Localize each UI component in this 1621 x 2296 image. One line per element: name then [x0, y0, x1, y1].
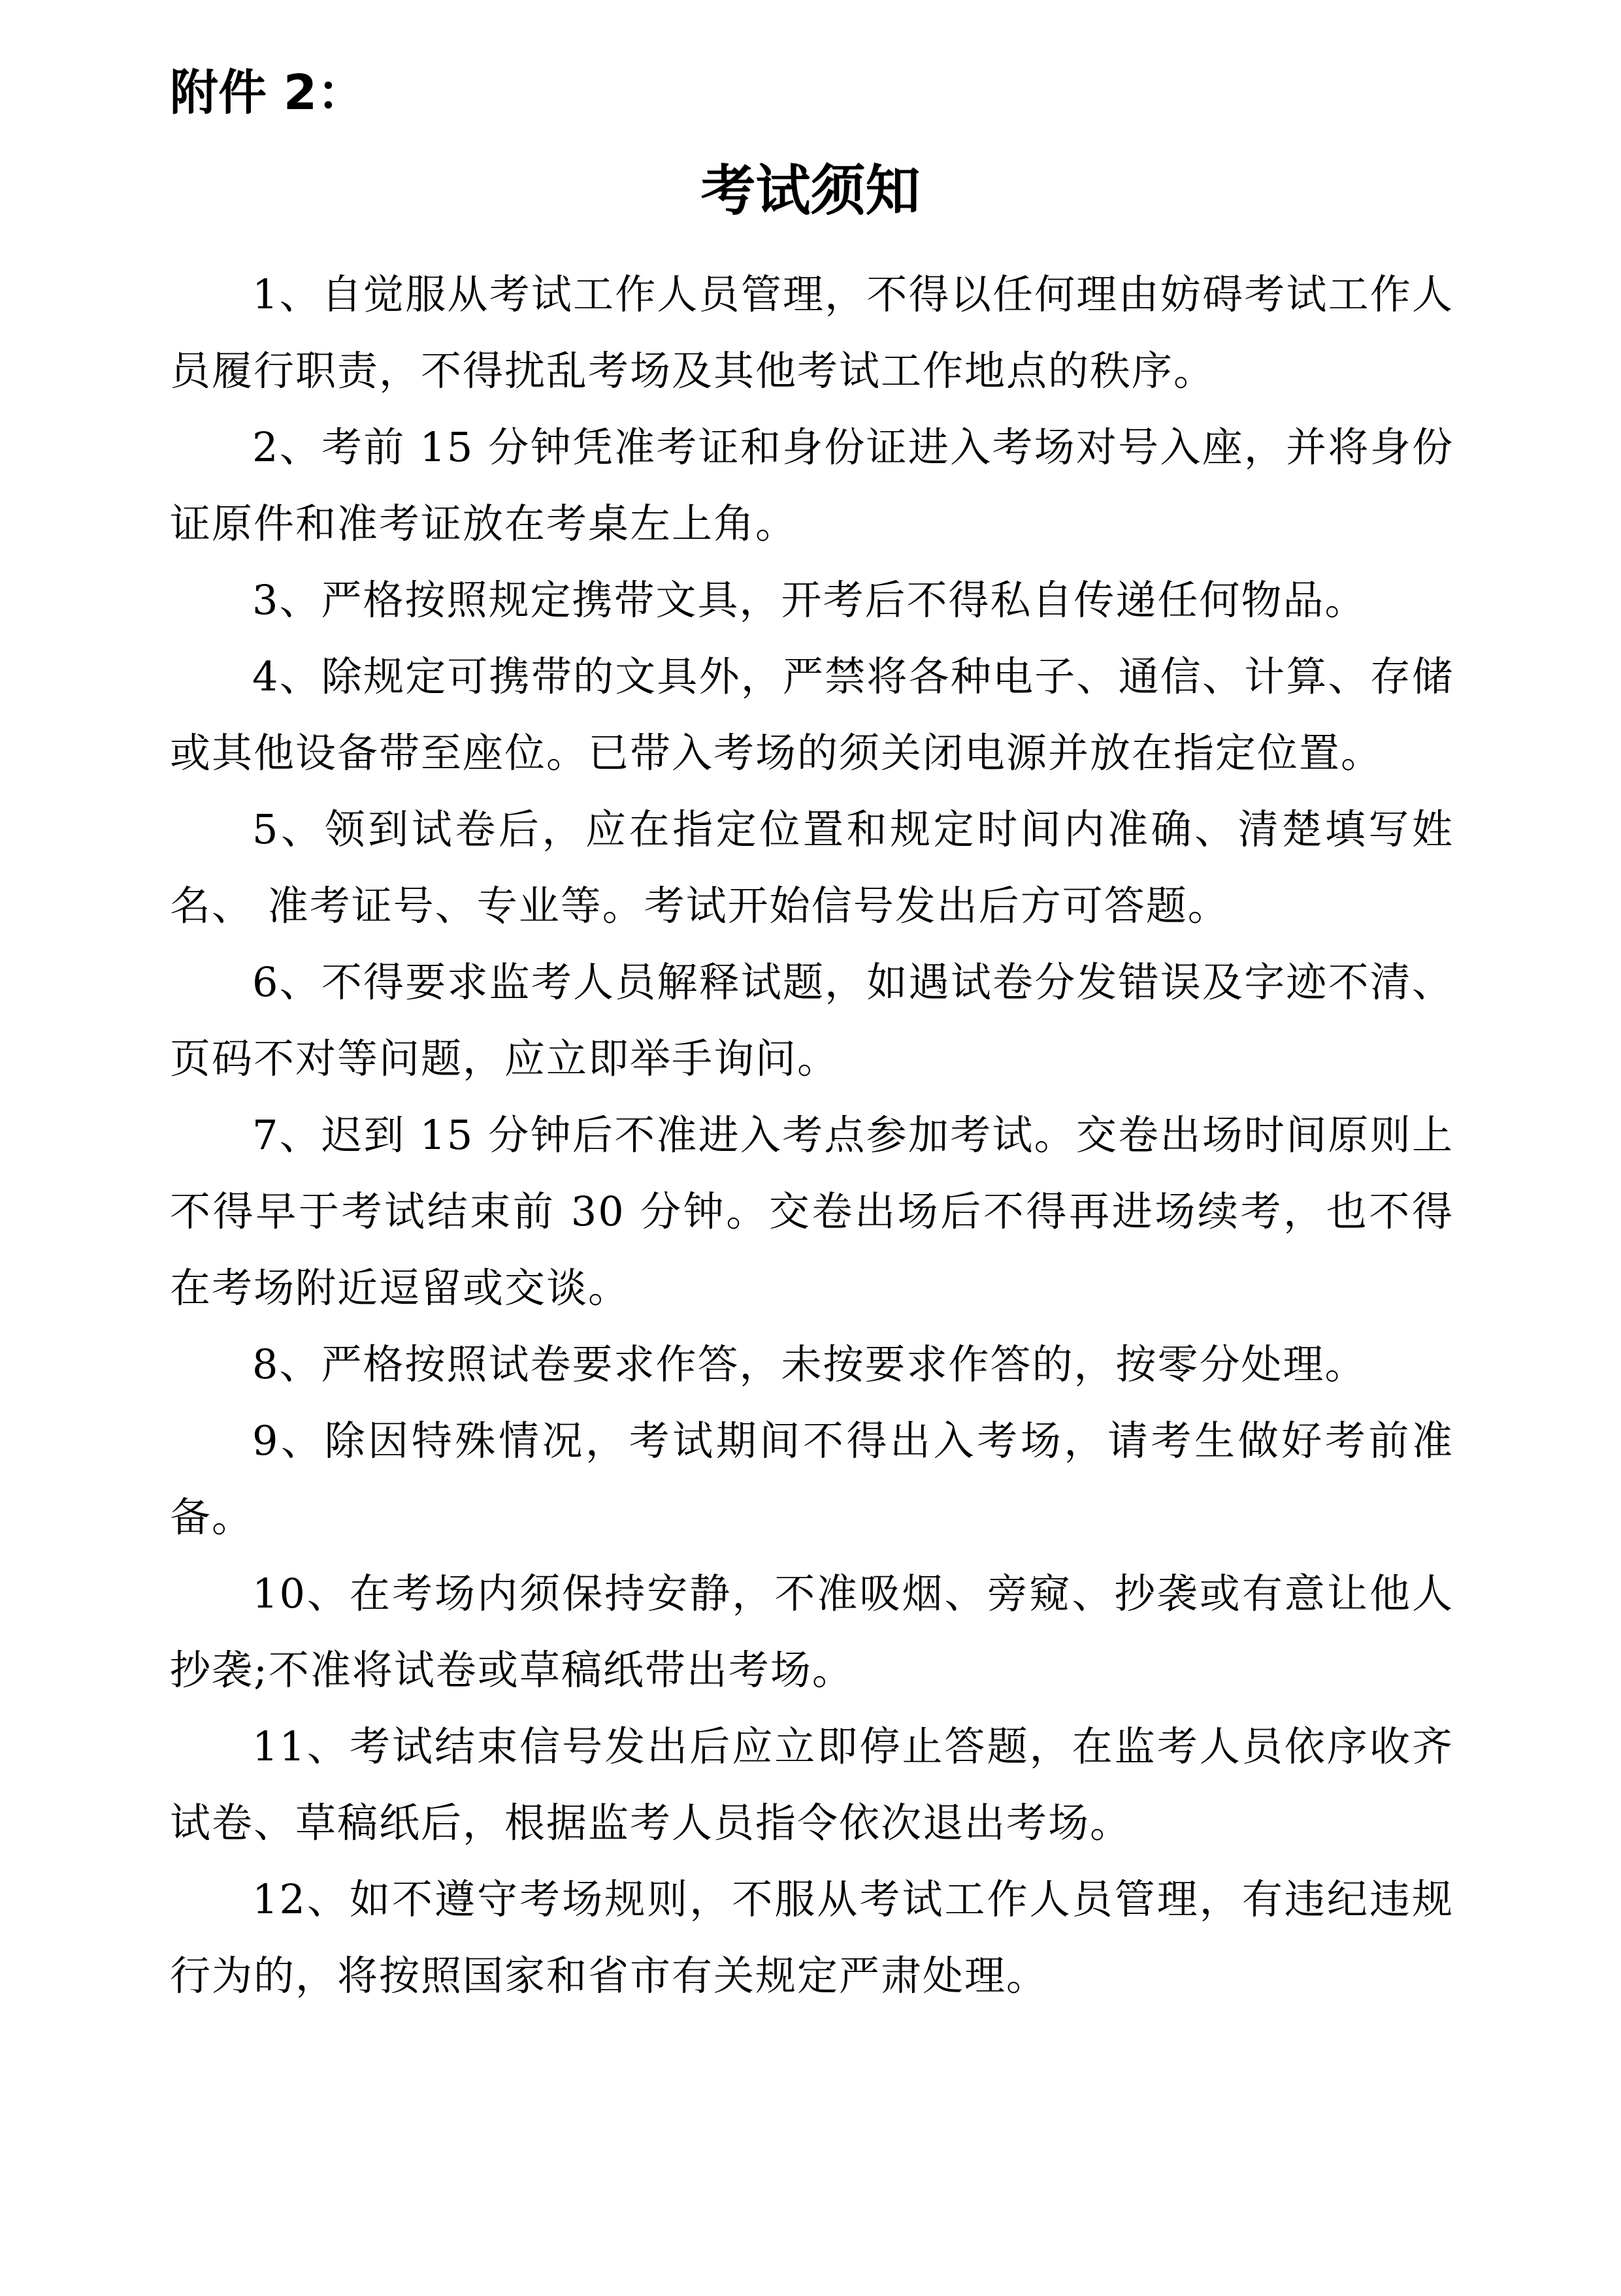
- rule-item-10: 10、在考场内须保持安静，不准吸烟、旁窥、抄袭或有意让他人抄袭;不准将试卷或草稿纸带出考场。: [170, 1570, 1454, 1694]
- rule-item-11: 11、考试结束信号发出后应立即停止答题，在监考人员依序收齐试卷、草稿纸后，根据监考人员指令依次退出考场。: [170, 1722, 1454, 1847]
- rule-item-9: 9、除因特殊情况，考试期间不得出入考场，请考生做好考前准备。: [170, 1417, 1454, 1541]
- rule-item-2: 2、考前 15 分钟凭准考证和身份证进入考场对号入座，并将身份证原件和准考证放在考桌左上角。: [170, 423, 1454, 547]
- rule-item-8: 8、严格按照试卷要求作答，未按要求作答的，按零分处理。: [252, 1340, 1367, 1388]
- document-title: 考试须知: [700, 159, 921, 223]
- rules-list: [170, 256, 1454, 2014]
- rule-item-1: 1、自觉服从考试工作人员管理，不得以任何理由妨碍考试工作人员履行职责，不得扰乱考场及其他考试工作地点的秩序。: [170, 270, 1454, 395]
- rule-item-6: 6、不得要求监考人员解释试题，如遇试卷分发错误及字迹不清、页码不对等问题，应立即举手询问。: [170, 958, 1454, 1082]
- rule-item-7: 7、迟到 15 分钟后不准进入考点参加考试。交卷出场时间原则上不得早于考试结束前 30 分钟。交卷出场后不得再进场续考，也不得在考场附近逗留或交谈。: [170, 1111, 1454, 1312]
- rule-item-4: 4、除规定可携带的文具外，严禁将各种电子、通信、计算、存储 或其他设备带至座位。已带入考场的须关闭电源并放在指定位置。: [170, 653, 1454, 777]
- attachment-label: 附件 2：: [170, 65, 366, 121]
- rule-item-12: 12、如不遵守考场规则，不服从考试工作人员管理，有违纪违规行为的，将按照国家和省市有关规定严肃处理。: [170, 1875, 1454, 1999]
- rule-item-3: 3、严格按照规定携带文具，开考后不得私自传递任何物品。: [252, 576, 1367, 624]
- rule-item-5: 5、领到试卷后，应在指定位置和规定时间内准确、清楚填写姓名、 准考证号、专业等。考试开始信号发出后方可答题。: [170, 805, 1454, 930]
